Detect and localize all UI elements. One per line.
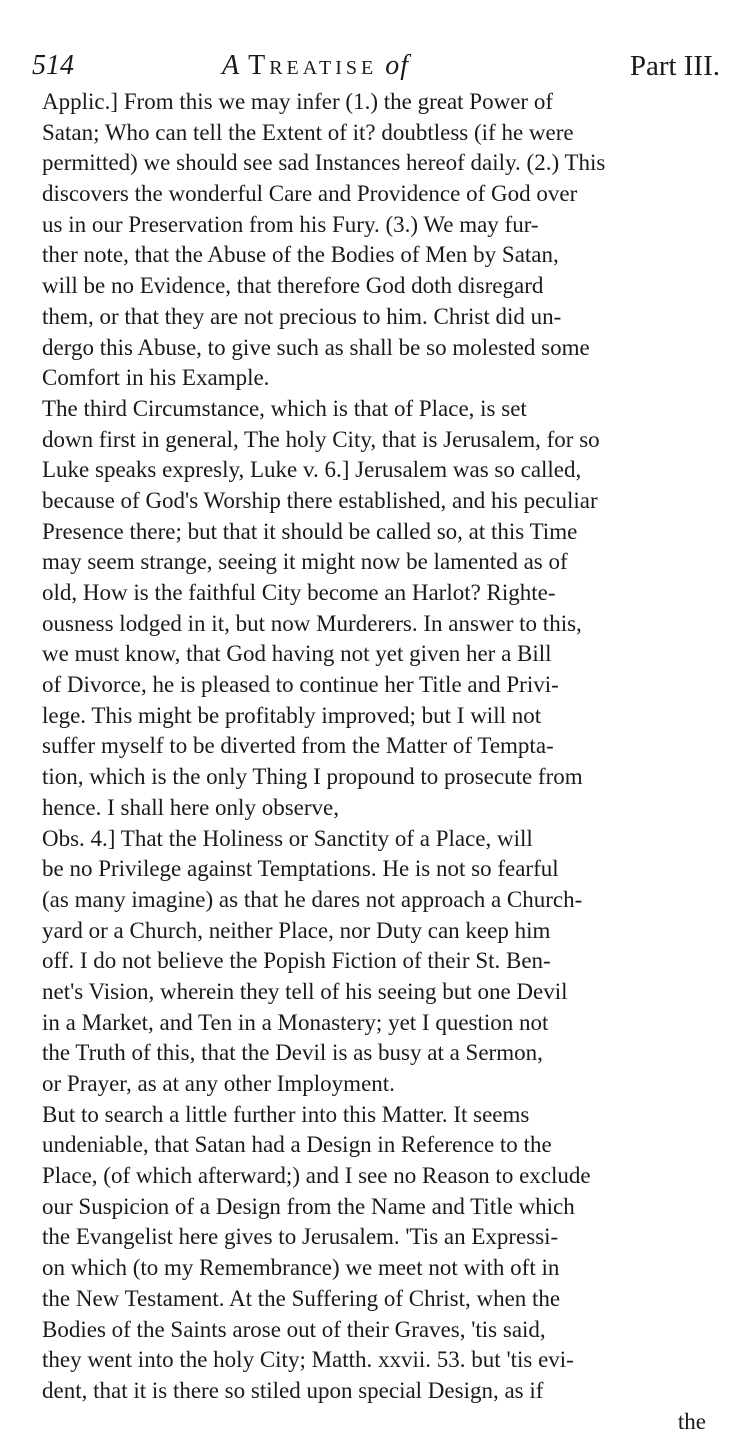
body-text <box>42 87 712 1437</box>
text-line: Applic.] From this we may infer (1.) the great Power of <box>42 89 553 114</box>
text-line: in a Market, and Ten in a Monastery; yet I question not <box>42 1009 549 1035</box>
text-line: (as many imagine) as that he dares not approach a Church- <box>42 886 583 912</box>
text-line: the Evangelist here gives to Jerusalem. 'Tis an Expressi- <box>42 1224 559 1250</box>
text-line: old, How is the faithful City become an Harlot? Righte- <box>42 580 556 605</box>
text-line: permitted) we should see sad Instances hereof daily. (2.) This <box>42 150 606 176</box>
text-line: dergo this Abuse, to give such as shall be so molested some <box>42 334 590 360</box>
running-title-of: of <box>385 50 409 81</box>
text-line: net's Vision, wherein they tell of his seeing but one Devil <box>42 978 568 1004</box>
text-line: our Suspicion of a Design from the Name and Title which <box>42 1193 575 1219</box>
running-title <box>222 50 409 82</box>
text-line: will be no Evidence, that therefore God doth disregard <box>42 273 544 299</box>
text-line: the New Testament. At the Suffering of Christ, when the <box>42 1285 561 1311</box>
text-line: Place, (of which afterward;) and I see no Reason to exclude <box>42 1163 591 1189</box>
text-line: suffer myself to be diverted from the Matter of Tempta- <box>42 733 554 759</box>
text-line: they went into the holy City; Matth. xxvii. 53. but 'tis evi- <box>42 1347 574 1373</box>
running-header <box>32 50 720 86</box>
text-line: them, or that they are not precious to him. Christ did un- <box>42 303 562 329</box>
text-line: hence. I shall here only observe, <box>42 794 339 820</box>
text-line: yard or a Church, neither Place, nor Duty can keep him <box>42 917 551 943</box>
text-line: Obs. 4.] That the Holiness or Sanctity of a Place, will <box>42 825 533 851</box>
text-line: Satan; Who can tell the Extent of it? doubtless (if he were <box>42 119 574 145</box>
text-line: on which (to my Remembrance) we meet not with oft in <box>42 1255 560 1281</box>
text-line: discovers the wonderful Care and Providence of God over <box>42 181 578 207</box>
running-title-main: Treatise <box>248 50 378 81</box>
text-line: lege. This might be profitably improved; but I will not <box>42 702 542 728</box>
text-line: be no Privilege against Temptations. He is not so fearful <box>42 856 559 882</box>
text-line: undeniable, that Satan had a Design in Reference to the <box>42 1132 552 1158</box>
text-line: The third Circumstance, which is that of Place, is set <box>42 395 527 421</box>
text-line: the Truth of this, that the Devil is as busy at a Sermon, <box>42 1040 543 1066</box>
text-line: or Prayer, as at any other Imployment. <box>42 1071 395 1096</box>
text-line: us in our Preservation from his Fury. (3.) We may fur- <box>42 211 539 237</box>
text-line: tion, which is the only Thing I propound to prosecute from <box>42 764 583 790</box>
text-line: of Divorce, he is pleased to continue her Title and Privi- <box>42 672 559 698</box>
text-line: off. I do not believe the Popish Fiction of their St. Ben- <box>42 948 551 974</box>
text-line: But to search a little further into this Matter. It seems <box>42 1101 530 1127</box>
text-line: Presence there; but that it should be called so, at this Time <box>42 518 578 544</box>
text-line: down first in general, The holy City, that is Jerusalem, for so <box>42 426 600 452</box>
catchword: the <box>677 1408 706 1434</box>
text-line: Bodies of the Saints arose out of their Graves, 'tis said, <box>42 1316 546 1342</box>
text-line: may seem strange, seeing it might now be lamented as of <box>42 549 568 575</box>
part-label: Part III. <box>629 50 720 82</box>
running-title-lead: A <box>222 50 241 81</box>
text-line: Comfort in his Example. <box>42 365 270 391</box>
text-line: Luke speaks expresly, Luke v. 6.] Jerusalem was so called, <box>42 457 582 483</box>
text-line: we must know, that God having not yet given her a Bill <box>42 641 552 667</box>
text-line: because of God's Worship there established, and his peculiar <box>42 487 598 513</box>
text-line: dent, that it is there so stiled upon special Design, as if <box>42 1377 544 1403</box>
page-number: 514 <box>32 50 74 81</box>
text-line: ther note, that the Abuse of the Bodies of Men by Satan, <box>42 242 559 268</box>
text-line: ousness lodged in it, but now Murderers. In answer to this, <box>42 610 582 636</box>
